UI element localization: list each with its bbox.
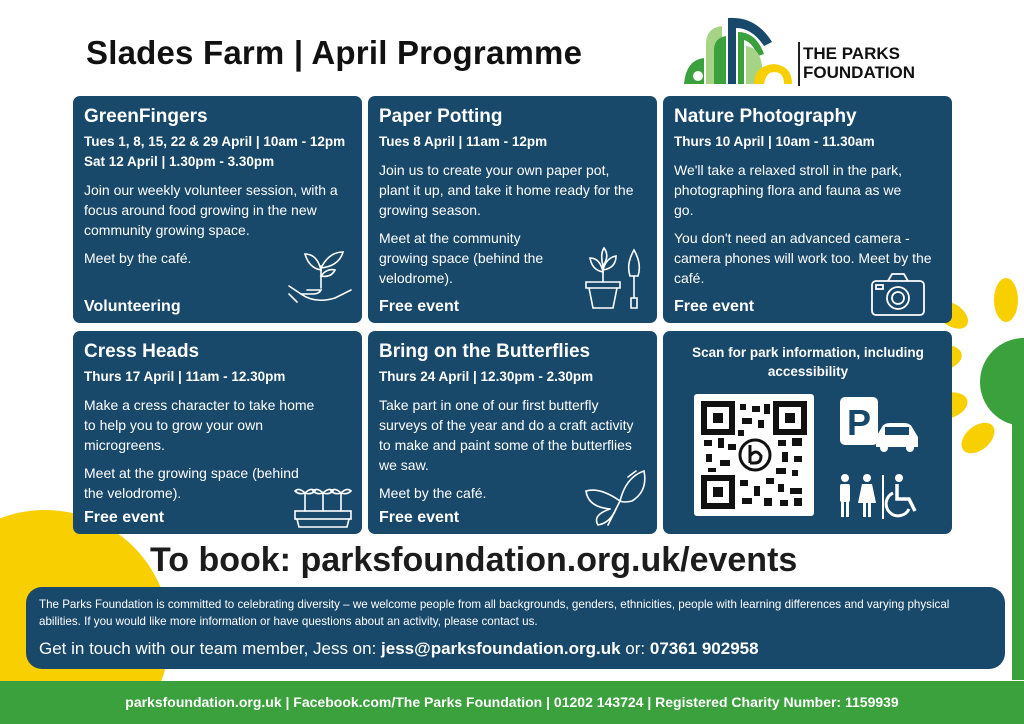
event-date: Sat 12 April | 1.30pm - 3.30pm xyxy=(84,154,275,169)
contact-email[interactable]: jess@parksfoundation.org.uk xyxy=(381,639,621,658)
event-tag: Free event xyxy=(379,298,460,315)
butterfly-icon xyxy=(580,467,650,529)
event-description: We'll take a relaxed stroll in the park, photographing flora and fauna as we go. xyxy=(674,162,903,218)
event-description: Join us to create your own paper pot, plant it up, and take it home ready for the growing season. xyxy=(379,162,634,218)
event-title: GreenFingers xyxy=(84,106,208,127)
event-tag: Free event xyxy=(379,509,460,526)
camera-icon xyxy=(870,271,926,317)
event-description: Take part in one of our first butterfly surveys of the year and do a craft activity to make and paint some of the butterflies we saw. xyxy=(379,397,634,473)
event-location: You don't need an advanced camera - camera phones will work too. Meet by the café. xyxy=(674,230,932,286)
event-card-paper-potting xyxy=(368,96,657,323)
logo-line-1: THE PARKS xyxy=(803,44,900,63)
diversity-notice xyxy=(26,587,1005,669)
event-card-cress-heads xyxy=(73,331,362,534)
event-card-butterflies xyxy=(368,331,657,534)
contact-line xyxy=(39,639,993,659)
potted-plant-trowel-icon xyxy=(580,246,650,312)
accessible-toilets-icon xyxy=(835,473,925,521)
seedling-tray-icon xyxy=(291,483,355,529)
contact-prefix: Get in touch with our team member, Jess on: xyxy=(39,639,382,658)
event-location: Meet by the café. xyxy=(84,250,192,266)
scan-instructions: Scan for park information, including accessibility xyxy=(692,345,924,379)
event-date: Tues 8 April | 11am - 12pm xyxy=(379,134,548,149)
event-tag: Free event xyxy=(674,298,755,315)
event-tag: Volunteering xyxy=(84,298,181,315)
event-location: Meet at the growing space (behind the velodrome). xyxy=(84,465,299,501)
event-date: Thurs 17 April | 11am - 12.30pm xyxy=(84,369,286,384)
plant-in-hand-icon xyxy=(285,246,355,312)
event-description: Join our weekly volunteer session, with a focus around food growing in the new community growing space. xyxy=(84,182,338,238)
parking-icon xyxy=(840,397,920,453)
qr-code[interactable] xyxy=(694,394,814,516)
booking-link[interactable]: To book: parksfoundation.org.uk/events xyxy=(150,541,798,579)
event-date: Thurs 24 April | 12.30pm - 2.30pm xyxy=(379,369,594,384)
event-date: Tues 1, 8, 15, 22 & 29 April | 10am - 12pm xyxy=(84,134,346,149)
event-title: Cress Heads xyxy=(84,341,200,362)
event-tag: Free event xyxy=(84,509,165,526)
footer-bar: parksfoundation.org.uk | Facebook.com/The Parks Foundation | 01202 143724 | Registered Charity Number: 1159939 xyxy=(0,681,1024,724)
notice-body: The Parks Foundation is committed to celebrating diversity – we welcome people from all backgrounds, genders, ethnicities, people with learning differences and varying physical abilities. If you would like more information or have questions about an activity, please contact us. xyxy=(39,598,950,628)
logo-line-2: FOUNDATION xyxy=(803,63,916,82)
event-description: Make a cress character to take home to help you to grow your own microgreens. xyxy=(84,397,315,453)
event-title: Paper Potting xyxy=(379,106,503,127)
contact-middle: or: xyxy=(620,639,650,658)
logo-wordmark xyxy=(803,44,915,82)
event-title: Nature Photography xyxy=(674,106,857,127)
event-location: Meet by the café. xyxy=(379,485,487,501)
event-card-nature-photography xyxy=(663,96,952,323)
event-date: Thurs 10 April | 10am - 11.30am xyxy=(674,134,875,149)
event-location: Meet at the community growing space (behind the velodrome). xyxy=(379,230,544,286)
logo-divider xyxy=(798,42,800,86)
parking-letter: P xyxy=(846,402,872,443)
event-title: Bring on the Butterflies xyxy=(379,341,591,362)
contact-phone[interactable]: 07361 902958 xyxy=(649,639,759,658)
page-title: Slades Farm | April Programme xyxy=(86,34,583,71)
event-card-greenfingers xyxy=(73,96,362,323)
park-info-card xyxy=(663,331,952,534)
